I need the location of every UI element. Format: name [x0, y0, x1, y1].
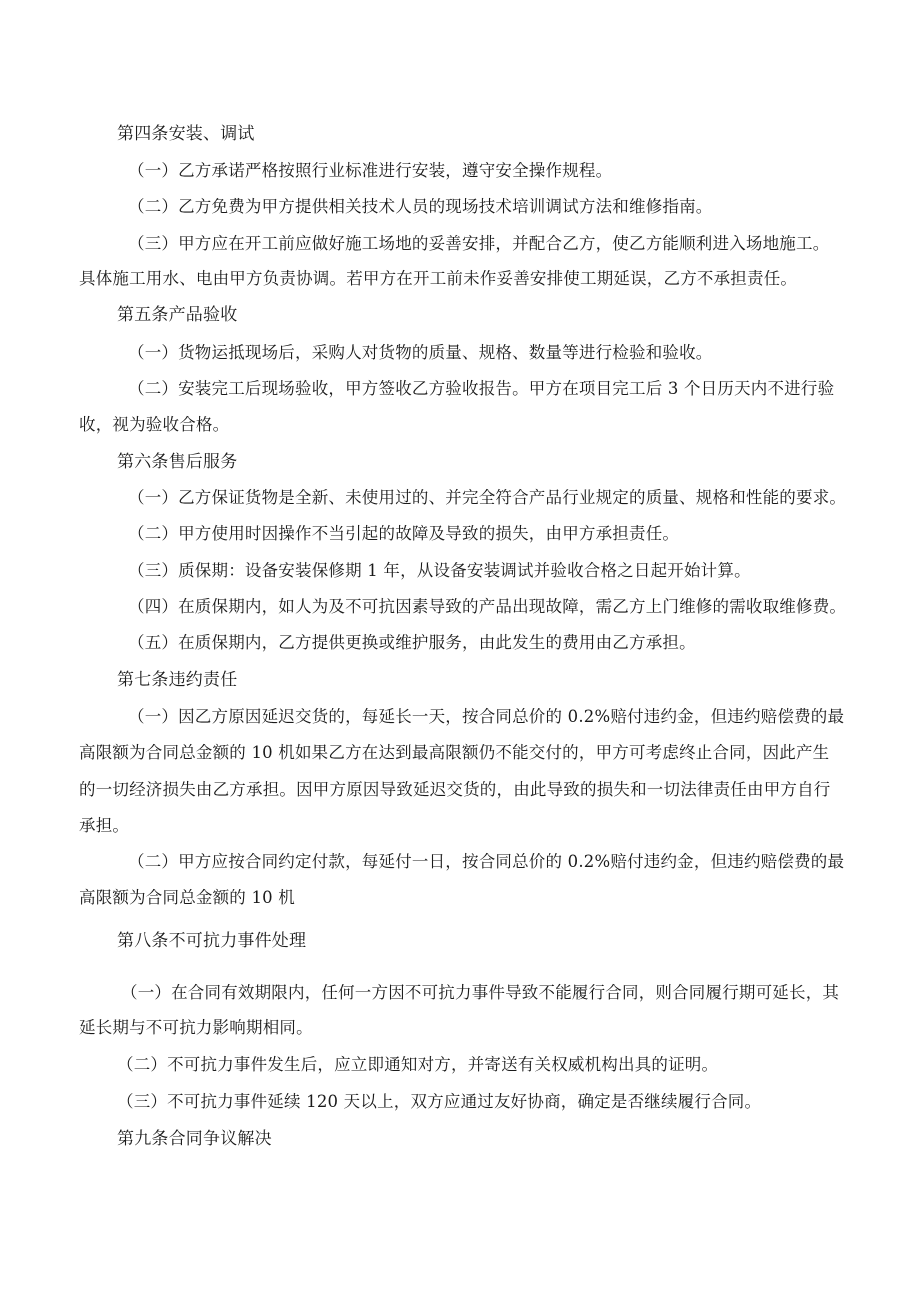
section-8-paragraph-1-line-2: 延长期与不可抗力影响期相同。: [79, 1018, 313, 1037]
section-4-paragraph-1: （一）乙方承诺严格按照行业标准进行安装，遵守安全操作规程。: [128, 161, 613, 180]
section-7-paragraph-1-line-3: 的一切经济损失由乙方承担。因甲方原因导致延迟交货的，由此导致的损失和一切法律责任由甲方自行: [79, 780, 831, 799]
section-7-paragraph-1-line-4: 承担。: [79, 816, 130, 835]
section-6-paragraph-4: （四）在质保期内，如人为及不可抗因素导致的产品出现故障，需乙方上门维修的需收取维修费。: [128, 597, 847, 616]
section-6-paragraph-1: （一）乙方保证货物是全新、未使用过的、并完全符合产品行业规定的质量、规格和性能的要求。: [128, 488, 847, 507]
section-4-paragraph-3-line-2: 具体施工用水、电由甲方负责协调。若甲方在开工前未作妥善安排使工期延误，乙方不承担责任。: [79, 269, 798, 288]
section-6-paragraph-2: （二）甲方使用时因操作不当引起的故障及导致的损失，由甲方承担责任。: [128, 524, 680, 543]
section-7-paragraph-2-line-2: 高限额为合同总金额的 10 机: [79, 888, 295, 907]
section-4-title: 第四条安装、调试: [117, 124, 255, 144]
section-7-title: 第七条违约责任: [117, 670, 238, 690]
section-6-title: 第六条售后服务: [117, 452, 238, 472]
section-5-paragraph-2-line-1: （二）安装完工后现场验收，甲方签收乙方验收报告。甲方在项目完工后 3 个日历天内不进行验: [128, 379, 835, 398]
section-4-paragraph-2: （二）乙方免费为甲方提供相关技术人员的现场技术培训调试方法和维修指南。: [128, 197, 713, 216]
section-5-paragraph-2-line-2: 收，视为验收合格。: [79, 415, 230, 434]
section-9-title: 第九条合同争议解决: [117, 1129, 272, 1149]
section-5-paragraph-1: （一）货物运抵现场后，采购人对货物的质量、规格、数量等进行检验和验收。: [128, 343, 713, 362]
section-5-title: 第五条产品验收: [117, 305, 238, 325]
section-8-paragraph-2: （二）不可抗力事件发生后，应立即通知对方，并寄送有关权威机构出具的证明。: [117, 1055, 719, 1074]
section-7-paragraph-2-line-1: （二）甲方应按合同约定付款，每延付一日，按合同总价的 0.2%赔付违约金，但违约赔偿费的最: [128, 852, 845, 871]
section-8-paragraph-3: （三）不可抗力事件延续 120 天以上，双方应通过友好协商，确定是否继续履行合同。: [117, 1092, 762, 1111]
section-8-title: 第八条不可抗力事件处理: [117, 931, 307, 951]
section-4-paragraph-3-line-1: （三）甲方应在开工前应做好施工场地的妥善安排，并配合乙方，使乙方能顺利进入场地施工。: [128, 234, 830, 253]
section-7-paragraph-1-line-1: （一）因乙方原因延迟交货的，每延长一天，按合同总价的 0.2%赔付违约金，但违约赔偿费的最: [128, 707, 845, 726]
section-7-paragraph-1-line-2: 高限额为合同总金额的 10 机如果乙方在达到最高限额仍不能交付的，甲方可考虑终止合同，因此产生: [79, 743, 830, 762]
section-8-paragraph-1-line-1: （一）在合同有效期限内，任何一方因不可抗力事件导致不能履行合同，则合同履行期可延长，其: [121, 983, 840, 1002]
section-6-paragraph-3: （三）质保期：设备安装保修期 1 年，从设备安装调试并验收合格之日起开始计算。: [128, 561, 751, 580]
section-6-paragraph-5: （五）在质保期内，乙方提供更换或维护服务，由此发生的费用由乙方承担。: [128, 633, 696, 652]
